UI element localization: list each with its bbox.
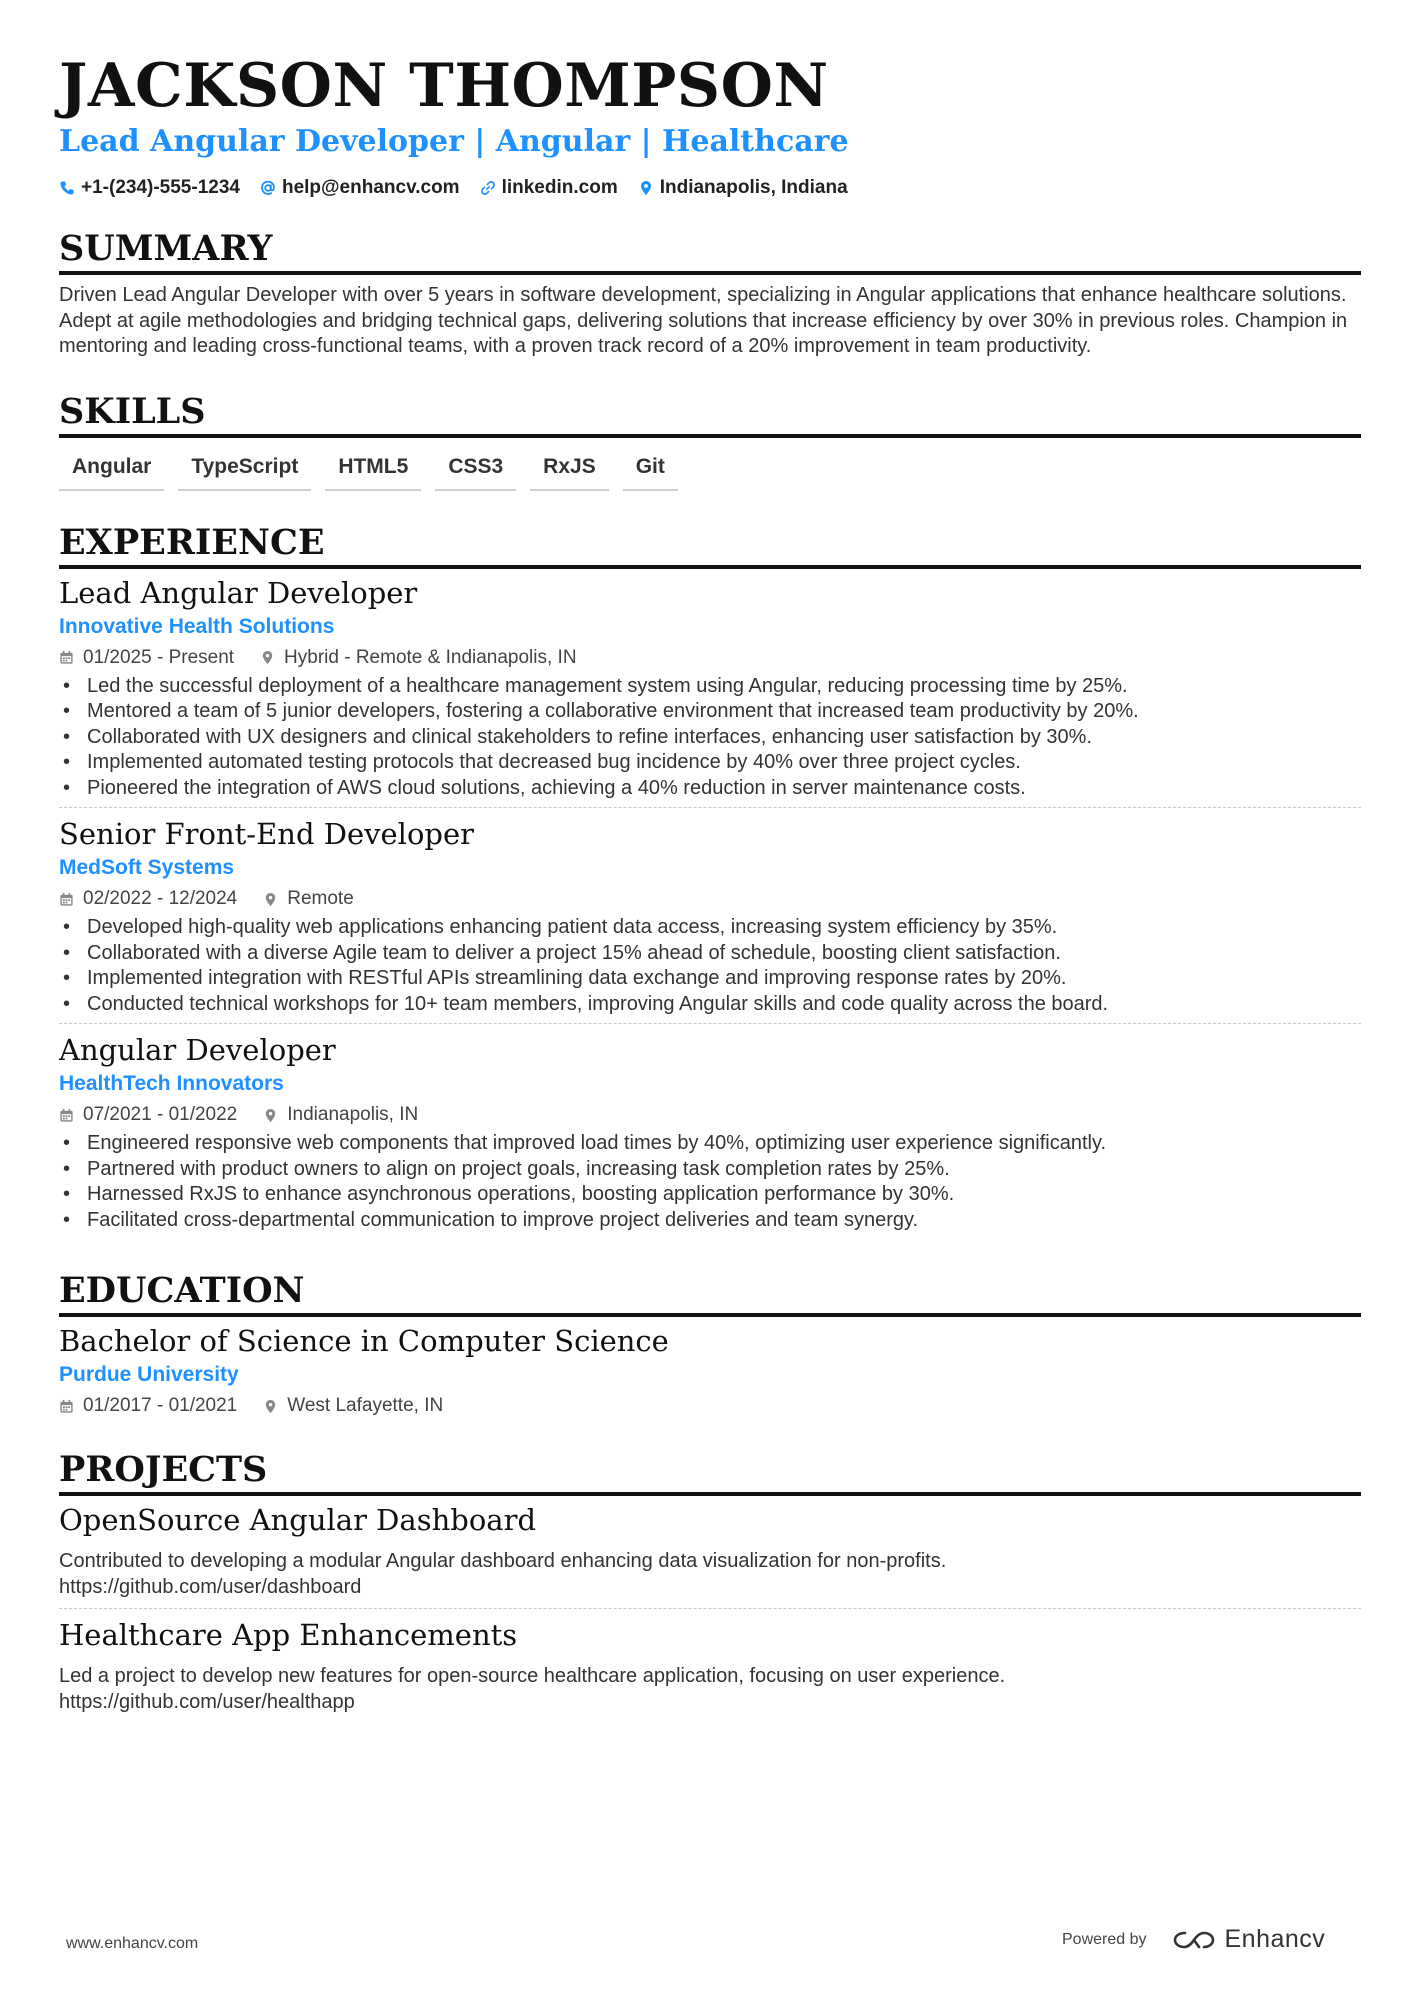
project-entry: [59, 1608, 1361, 1723]
experience-title: EXPERIENCE: [59, 521, 1361, 569]
project-entry: [59, 1502, 1361, 1608]
education-section: [59, 1269, 1361, 1418]
candidate-name: JACKSON THOMPSON: [59, 51, 829, 121]
job-location: [263, 887, 354, 911]
job-title: Angular Developer: [59, 1033, 336, 1067]
job-dates-text: 07/2021 - 01/2022: [83, 1104, 238, 1125]
contact-location-text: Indianapolis, Indiana: [659, 177, 848, 198]
calendar-icon: [59, 892, 74, 907]
job-entry: [59, 807, 1361, 1023]
skill-tag: Git: [623, 450, 678, 491]
job-location-text: Indianapolis, IN: [287, 1104, 419, 1125]
skill-list: [59, 450, 1361, 491]
project-description: Contributed to developing a modular Angular dashboard enhancing data visualization for non-profits.: [59, 1550, 947, 1572]
job-bullets: [59, 1131, 1361, 1233]
skills-title: SKILLS: [59, 390, 1361, 438]
at-icon: [260, 180, 276, 196]
job-location: [263, 1103, 418, 1127]
experience-section: [59, 521, 1361, 1240]
education-dates: [59, 1394, 237, 1418]
job-bullet: • Facilitated cross-departmental communication to improve project deliveries and team synergy.: [59, 1208, 1361, 1234]
job-dates: [59, 1103, 237, 1127]
job-dates: [59, 887, 237, 911]
degree-title: Bachelor of Science in Computer Science: [59, 1324, 669, 1358]
project-title: OpenSource Angular Dashboard: [59, 1503, 537, 1537]
calendar-icon: [59, 1399, 74, 1414]
contact-email[interactable]: [260, 175, 460, 201]
location-pin-icon: [638, 180, 654, 196]
job-bullet: • Conducted technical workshops for 10+ team members, improving Angular skills and code quality across the board.: [59, 992, 1361, 1018]
skill-tag: TypeScript: [178, 450, 311, 491]
job-location: [260, 646, 577, 670]
enhancv-logo-icon: [1171, 1928, 1217, 1952]
resume-header: [59, 48, 1361, 201]
job-title: Lead Angular Developer: [59, 575, 418, 610]
skills-section: [59, 390, 1361, 491]
job-location-text: Hybrid - Remote & Indianapolis, IN: [284, 646, 577, 668]
company-name: HealthTech Innovators: [59, 1072, 284, 1095]
summary-text: Driven Lead Angular Developer with over 5 years in software development, specializing in Angular applications that enhance healthcare solutions. Adept at agile methodologies and bridging technical gaps, delivering solutions that increase efficiency by over 30% in previous roles. Champion in mentoring and leading cross-functional teams, with a proven track record of a 20% improvement in team productivity.: [59, 284, 1348, 357]
project-description: Led a project to develop new features for open-source healthcare application, focusing on user experience.: [59, 1665, 1006, 1687]
skill-tag: Angular: [59, 450, 164, 491]
contact-phone[interactable]: [59, 175, 240, 201]
link-icon: [480, 180, 496, 196]
education-title: EDUCATION: [59, 1269, 1361, 1317]
location-pin-icon: [263, 892, 278, 907]
contact-bar: [59, 175, 1361, 201]
company-name: Innovative Health Solutions: [59, 614, 335, 638]
location-pin-icon: [263, 1399, 278, 1414]
job-bullet: • Partnered with product owners to align on project goals, increasing task completion rates by 25%.: [59, 1157, 1361, 1183]
job-meta: [59, 646, 1361, 670]
job-dates: [59, 646, 234, 670]
calendar-icon: [59, 1108, 74, 1123]
project-link[interactable]: https://github.com/user/healthapp: [59, 1690, 355, 1713]
education-meta: [59, 1394, 1361, 1418]
job-bullet: • Harnessed RxJS to enhance asynchronous operations, boosting application performance by 30%.: [59, 1182, 1361, 1208]
job-dates-text: 02/2022 - 12/2024: [83, 888, 238, 909]
job-dates-text: 01/2025 - Present: [83, 646, 235, 668]
skill-tag: RxJS: [530, 450, 609, 491]
powered-by-label: Powered by: [1062, 1930, 1147, 1948]
skill-tag: HTML5: [325, 450, 421, 491]
project-title: Healthcare App Enhancements: [59, 1618, 518, 1652]
job-bullet: • Implemented automated testing protocols that decreased bug incidence by 40% over three project cycles.: [59, 750, 1361, 776]
education-location: [263, 1394, 443, 1418]
job-title: Senior Front-End Developer: [59, 817, 475, 851]
job-bullet: • Implemented integration with RESTful APIs streamlining data exchange and improving response rates by 20%.: [59, 966, 1361, 992]
brand-name: Enhancv: [1224, 1925, 1326, 1953]
job-bullet: • Mentored a team of 5 junior developers, fostering a collaborative environment that increased team productivity by 20%.: [59, 699, 1361, 725]
candidate-headline: Lead Angular Developer | Angular | Healthcare: [59, 124, 849, 159]
project-link[interactable]: https://github.com/user/dashboard: [59, 1575, 362, 1598]
skill-tag: CSS3: [435, 450, 516, 491]
footer-website[interactable]: www.enhancv.com: [66, 1935, 199, 1952]
school-name: Purdue University: [59, 1363, 239, 1386]
job-bullet: • Led the successful deployment of a healthcare management system using Angular, reducing processing time by 25%.: [59, 674, 1361, 700]
contact-linkedin-text: linkedin.com: [501, 177, 618, 198]
location-pin-icon: [263, 1108, 278, 1123]
job-meta: [59, 1103, 1361, 1127]
job-entry: [59, 575, 1361, 808]
phone-icon: [59, 180, 75, 196]
job-bullets: [59, 915, 1361, 1017]
job-entry: [59, 1023, 1361, 1239]
calendar-icon: [59, 650, 74, 665]
education-dates-text: 01/2017 - 01/2021: [83, 1395, 238, 1416]
job-bullet: • Collaborated with a diverse Agile team to deliver a project 15% ahead of schedule, boosting client satisfaction.: [59, 941, 1361, 967]
job-meta: [59, 887, 1361, 911]
job-location-text: Remote: [287, 888, 354, 909]
summary-title: SUMMARY: [59, 227, 1361, 275]
job-bullets: [59, 674, 1361, 802]
job-bullet: • Pioneered the integration of AWS cloud solutions, achieving a 40% reduction in server maintenance costs.: [59, 776, 1361, 802]
projects-title: PROJECTS: [59, 1448, 1361, 1496]
summary-section: [59, 227, 1361, 360]
resume-page: [59, 48, 1361, 1723]
education-location-text: West Lafayette, IN: [287, 1395, 444, 1416]
contact-phone-text: +1-(234)-555-1234: [81, 177, 240, 198]
job-bullet: • Developed high-quality web applications enhancing patient data access, increasing system efficiency by 35%.: [59, 915, 1361, 941]
projects-section: [59, 1448, 1361, 1723]
brand-logo[interactable]: [1171, 1925, 1326, 1954]
location-pin-icon: [260, 650, 275, 665]
job-bullet: • Collaborated with UX designers and clinical stakeholders to refine interfaces, enhancing user satisfaction by 30%.: [59, 725, 1361, 751]
contact-email-text: help@enhancv.com: [281, 177, 460, 198]
contact-location: [638, 175, 848, 201]
footer-branding: [1062, 1925, 1325, 1954]
company-name: MedSoft Systems: [59, 856, 235, 879]
job-bullet: • Engineered responsive web components that improved load times by 40%, optimizing user experience significantly.: [59, 1131, 1361, 1157]
contact-linkedin[interactable]: [480, 175, 618, 201]
